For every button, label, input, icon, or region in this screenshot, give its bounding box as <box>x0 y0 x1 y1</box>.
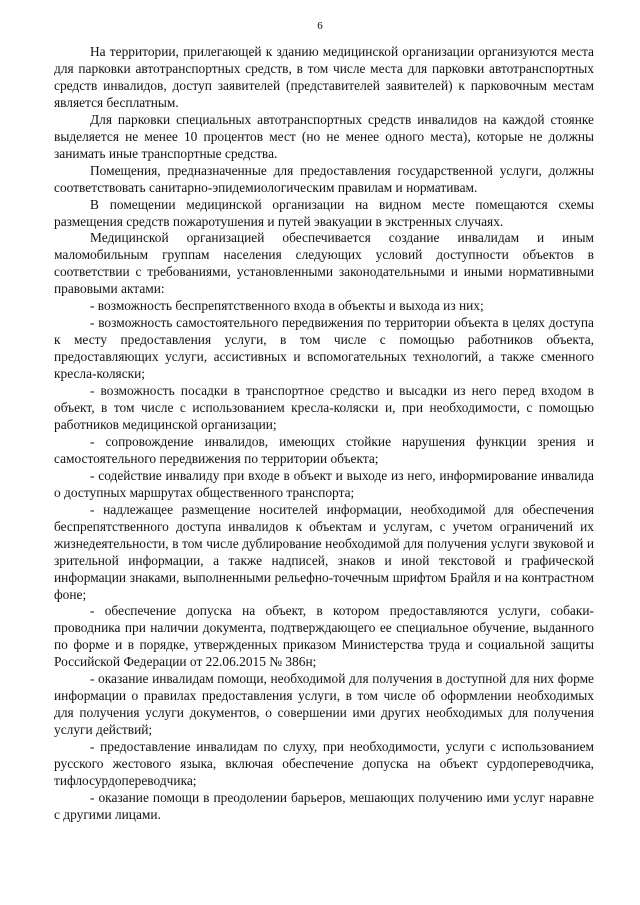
page-number: 6 <box>317 20 323 32</box>
list-item-assistance-routes: - содействие инвалиду при входе в объект и выходе из него, информирование инвалида о доступных маршрутах общественного транспорта; <box>54 467 594 500</box>
list-item-information-carriers: - надлежащее размещение носителей информации, необходимой для обеспечения беспрепятственного доступа инвалидов к объектам и услугам, с учетом ограничений их жизнедеятельности, в том числе дублирование необходимой для получения услуги звуковой и зрительной информации, а также надписей, знаков и иной текстовой и графической информации знаками, выполненными рельефно-точечным шрифтом Брайля и на контрастном фоне; <box>54 501 594 602</box>
list-item-information-help: - оказание инвалидам помощи, необходимой для получения в доступной для них форме информации о правилах предоставления услуги, в том числе об оформлении необходимых для получения услуги документов, о совершении ими других необходимых для получения услуги действий; <box>54 671 594 738</box>
paragraph-disabled-parking: Для парковки специальных автотранспортных средств инвалидов на каждой стоянке выделяется не менее 10 процентов мест (но не менее одного места), которые не должны занимать иные транспортные средства. <box>54 111 594 161</box>
list-item-independent-movement: - возможность самостоятельного передвижения по территории объекта в целях доступа к месту предоставления услуги, в том числе с помощью работников объекта, предоставляющих услуги, ассистивных и вспомогательных технологий, а также сменного кресла-коляски; <box>54 315 594 382</box>
paragraph-parking-places: На территории, прилегающей к зданию медицинской организации организуются места для парковки автотранспортных средств, в том числе места для парковки автотранспортных средств инвалидов, доступ заявителей (представителей заявителей) к парковочным местам является бесплатным. <box>54 44 594 110</box>
list-item-escort: - сопровождение инвалидов, имеющих стойкие нарушения функции зрения и самостоятельного передвижения по территории объекта; <box>54 433 594 466</box>
list-item-barrier-help: - оказание помощи в преодолении барьеров, мешающих получению ими услуг наравне с другими лицами. <box>54 789 594 822</box>
list-item-boarding-transport: - возможность посадки в транспортное средство и высадки из него перед входом в объект, в том числе с использованием кресла-коляски и, при необходимости, с помощью работников медицинской организации; <box>54 383 594 432</box>
list-item-sign-language: - предоставление инвалидам по слуху, при необходимости, услуги с использованием русского жестового языка, включая обеспечение допуска на объект сурдопереводчика, тифлосурдопереводчика; <box>54 739 594 788</box>
list-item-guide-dog: - обеспечение допуска на объект, в котором предоставляются услуги, собаки-проводника при наличии документа, подтверждающего ее специальное обучение, выданного по форме и в порядке, утвержденных приказом Министерства труда и социальной защиты Российской Федерации от 22.06.2015 № 386н; <box>54 603 594 670</box>
document-body <box>54 44 594 824</box>
paragraph-premises-requirements: Помещения, предназначенные для предоставления государственной услуги, должны соответствовать санитарно-эпидемиологическим правилам и нормативам. <box>54 162 594 195</box>
paragraph-accessibility-conditions: Медицинской организацией обеспечивается создание инвалидам и иным маломобильным группам населения следующих условий доступности объектов в соответствии с требованиями, установленными законодательными и иными нормативными правовыми актами: <box>54 230 594 297</box>
list-item-entry-exit: - возможность беспрепятственного входа в объекты и выхода из них; <box>90 298 484 314</box>
paragraph-evacuation-schemes: В помещении медицинской организации на видном месте помещаются схемы размещения средств пожаротушения и путей эвакуации в экстренных случаях. <box>54 196 594 229</box>
